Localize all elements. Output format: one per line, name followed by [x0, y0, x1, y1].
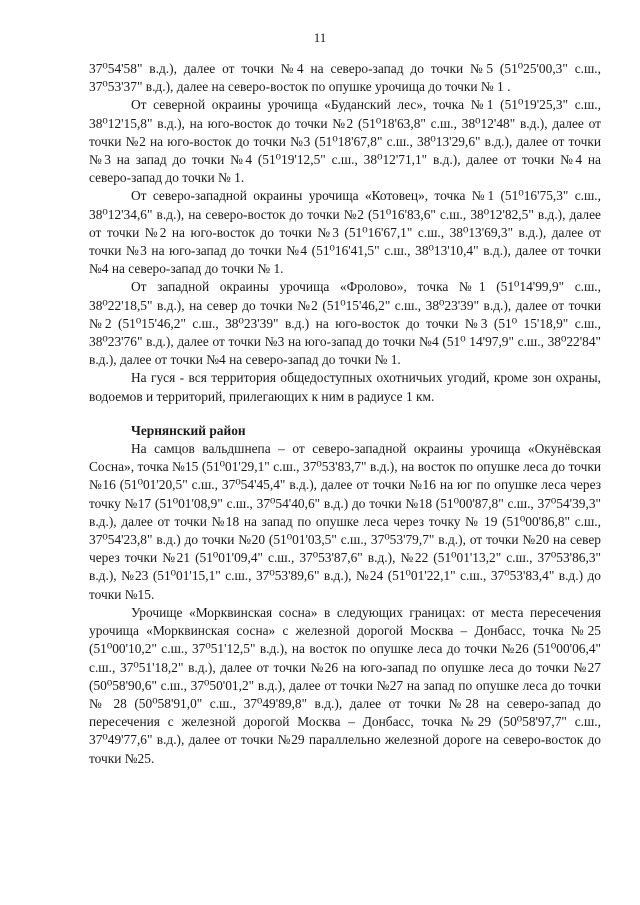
paragraph-woodcock: На самцов вальдшнепа – от северо-западной окраины урочища «Окунёвская Сосна», точка №15 (51⁰01'29,1" с.ш., 37⁰53'83,7" в.д.), на восток по опушке леса до точки №16 (51⁰01'20,5" с.ш., 37⁰54'45,4" в.д.), далее от точки №16 на юг по опушке леса через точку №17 (51⁰01'08,9" с.ш., 37⁰54'40,6" в.д.) до точки №18 (51⁰00'87,8" с.ш., 37⁰54'39,3" в.д.), далее от точки №18 на запад по опушке леса через точку № 19 (51⁰00'86,8" с.ш., 37⁰54'23,8" в.д.) до точки №20 (51⁰01'03,5" с.ш., 37⁰53'79,7" в.д.), от точки №20 на север через точки №21 (51⁰01'09,4" с.ш., 37⁰53'87,6" в.д.), №22 (51⁰01'13,2" с.ш., 37⁰53'86,3" в.д.), №23 (51⁰01'15,1" с.ш., 37⁰53'89,6" в.д.), №24 (51⁰01'22,1" с.ш., 37⁰53'83,4" в.д.) до точки №15.	[89, 441, 601, 602]
paragraph-budansky-les: От северной окраины урочища «Буданский лес», точка №1 (51⁰19'25,3" с.ш., 38⁰12'15,8" в.д.), на юго-восток до точки №2 (51⁰18'63,8" с.ш., 38⁰12'48" в.д.), далее от точки №2 на юго-восток до точки №3 (51⁰18'67,8" с.ш., 38⁰13'29,6" в.д.), далее от точки №3 на запад до точки №4 (51⁰19'12,5" с.ш., 38⁰12'71,1" в.д.), далее от точки №4 на северо-запад до точки № 1.	[89, 97, 601, 186]
paragraph-continuation: 37⁰54'58" в.д.), далее от точки №4 на северо-запад до точки №5 (51⁰25'00,3" с.ш., 37⁰53'37" в.д.), далее на северо-восток по опушке урочища до точки № 1 .	[89, 61, 601, 95]
paragraph-goose: На гуся - вся территория общедоступных охотничьих угодий, кроме зон охраны, водоемов и территорий, прилегающих к ним в радиусе 1 км.	[89, 370, 601, 404]
paragraph-frolovo: От западной окраины урочища «Фролово», точка №1 (51⁰14'99,9" с.ш., 38⁰22'18,5" в.д.), на север до точки №2 (51⁰15'46,2" с.ш., 38⁰23'39" в.д.), далее от точки №2 (51⁰15'46,2" с.ш., 38⁰23'39" в.д.) на юго-восток до точки №3 (51⁰ 15'18,9" с.ш., 38⁰23'76" в.д.), далее от точки №3 на юго-запад до точки №4 (51⁰ 14'97,9" с.ш., 38⁰22'84" в.д.), далее от точки №4 на северо-запад до точки № 1.	[89, 279, 601, 368]
page-number: 11	[313, 30, 327, 45]
section-heading: Чернянский район	[131, 422, 246, 438]
paragraph-kotovets: От северо-западной окраины урочища «Котовец», точка №1 (51⁰16'75,3" с.ш., 38⁰12'34,6" в.д.), на северо-восток до точки №2 (51⁰16'83,6" с.ш., 38⁰12'82,5" в.д.), далее от точки №2 на юго-восток до точки №3 (51⁰16'67,1" с.ш., 38⁰13'69,3" в.д.), далее от точки №3 на юго-запад до точки №4 (51⁰16'41,5" с.ш., 38⁰13'10,4" в.д.), далее от точки №4 на северо-запад до точки № 1.	[89, 188, 601, 277]
document-body	[89, 60, 601, 768]
paragraph-morkvinskaya-sosna: Урочище «Морквинская сосна» в следующих границах: от места пересечения урочища «Морквинская сосна» с железной дорогой Москва – Донбасс, точка №25 (51⁰00'10,2" с.ш., 37⁰51'12,5" в.д.), на восток по опушке леса до точки №26 (51⁰00'06,4" с.ш., 37⁰51'18,2" в.д.), далее от точки №26 на юго-запад по опушке леса до точки №27 (50⁰58'90,6" с.ш., 37⁰50'01,2" в.д.), далее от точки №27 на запад по опушке леса до точки № 28 (50⁰58'91,0" с.ш., 37⁰49'89,8" в.д.), далее от точки №28 на северо-запад до пересечения с железной дорогой Москва – Донбасс, точка №29 (50⁰58'97,7" с.ш., 37⁰49'77,6" в.д.), далее от точки №29 параллельно железной дороге на северо-восток до точки №25.	[89, 604, 601, 766]
section-spacer	[89, 406, 601, 422]
